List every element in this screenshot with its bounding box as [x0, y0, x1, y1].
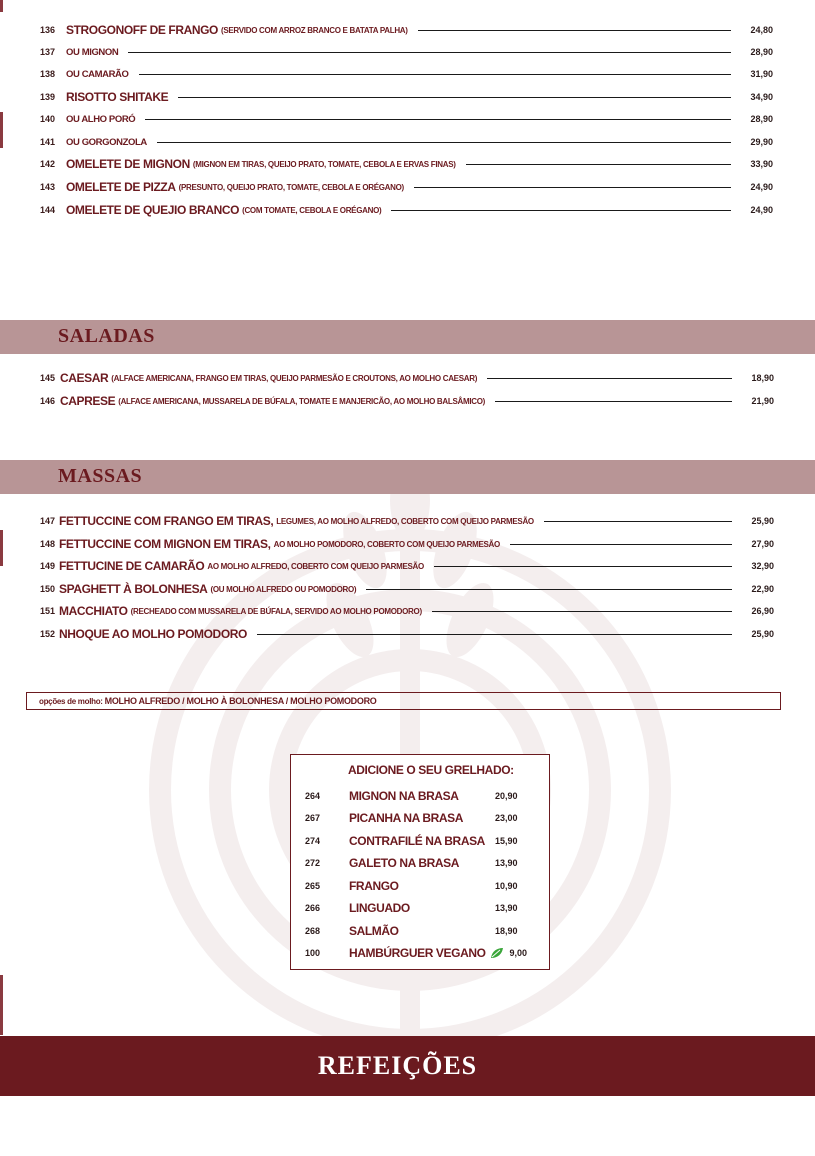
- item-name: FETTUCCINE COM MIGNON EM TIRAS,: [59, 537, 271, 551]
- dotted-leader: [366, 589, 732, 590]
- item-number: 148: [40, 539, 56, 549]
- menu-item: [40, 133, 773, 151]
- item-price: 26,90: [751, 606, 774, 616]
- item-name: SPAGHETT À BOLONHESA: [59, 582, 208, 596]
- menu-item: [40, 88, 773, 106]
- menu-item: [40, 201, 773, 219]
- item-price: 32,90: [751, 561, 774, 571]
- item-description: (SERVIDO COM ARROZ BRANCO E BATATA PALHA): [221, 25, 408, 35]
- item-name: OMELETE DE QUEJIO BRANCO: [66, 203, 240, 217]
- footer-title: REFEIÇÕES: [317, 1051, 478, 1080]
- item-number: 137: [40, 47, 56, 57]
- menu-item: [40, 21, 773, 39]
- item-name: CAPRESE: [60, 394, 116, 408]
- item-number: 149: [40, 561, 56, 571]
- item-price: 34,90: [750, 92, 773, 102]
- item-number: 274: [305, 836, 321, 846]
- item-name: GALETO NA BRASA: [349, 856, 460, 870]
- item-price: 24,90: [750, 205, 773, 215]
- item-price: 10,90: [495, 881, 518, 891]
- item-price: 15,90: [495, 836, 518, 846]
- item-number: 151: [40, 606, 56, 616]
- item-name: SALMÃO: [349, 924, 399, 938]
- item-number: 100: [305, 948, 321, 958]
- menu-item: [40, 369, 774, 387]
- item-name: HAMBÚRGUER VEGANO: [349, 946, 486, 960]
- item-price: 25,90: [751, 516, 774, 526]
- menu-item: [40, 580, 774, 598]
- item-price: 31,90: [750, 69, 773, 79]
- section-header-saladas: [0, 320, 815, 354]
- footer-banner: [0, 1036, 815, 1096]
- item-description: (ALFACE AMERICANA, FRANGO EM TIRAS, QUEIJO PARMESÃO E CROUTONS, AO MOLHO CAESAR): [111, 373, 478, 383]
- dotted-leader: [414, 187, 731, 188]
- item-name: NHOQUE AO MOLHO POMODORO: [59, 627, 247, 641]
- item-price: 24,90: [750, 182, 773, 192]
- item-number: 272: [305, 858, 321, 868]
- item-number: 267: [305, 813, 321, 823]
- item-description: (COM TOMATE, CEBOLA E ORÉGANO): [242, 205, 382, 215]
- dotted-leader: [391, 210, 731, 211]
- item-price: 27,90: [751, 539, 774, 549]
- dotted-leader: [178, 97, 731, 98]
- item-description: (OU MOLHO ALFREDO OU POMODORO): [210, 584, 357, 594]
- item-name: OU GORGONZOLA: [66, 136, 147, 148]
- item-price: 23,00: [495, 813, 518, 823]
- dotted-leader: [487, 378, 732, 379]
- dotted-leader: [466, 164, 731, 165]
- vegan-leaf-icon: [490, 947, 504, 959]
- item-name: RISOTTO SHITAKE: [66, 90, 169, 104]
- menu-item: [40, 178, 773, 196]
- item-price: 25,90: [751, 629, 774, 639]
- item-price: 20,90: [495, 791, 518, 801]
- item-price: 21,90: [751, 396, 774, 406]
- grill-addon-box: [290, 754, 550, 970]
- dotted-leader: [434, 566, 732, 567]
- item-price: 22,90: [751, 584, 774, 594]
- sauce-options-text: MOLHO ALFREDO / MOLHO À BOLONHESA / MOLHO POMODORO: [104, 696, 377, 706]
- menu-item: [40, 110, 773, 128]
- grill-item: [291, 898, 549, 918]
- section-title: SALADAS: [58, 325, 155, 347]
- item-number: 138: [40, 69, 56, 79]
- section-title: MASSAS: [58, 465, 143, 487]
- item-name: LINGUADO: [349, 901, 410, 915]
- item-name: FRANGO: [349, 879, 399, 893]
- menu-item: [40, 625, 774, 643]
- edge-mark: [0, 0, 3, 12]
- grill-addon-title: ADICIONE O SEU GRELHADO:: [348, 763, 514, 777]
- item-description: AO MOLHO ALFREDO, COBERTO COM QUEIJO PARMESÃO: [207, 561, 424, 571]
- grill-item: [291, 831, 549, 851]
- dotted-leader: [418, 30, 731, 31]
- grill-item: [291, 808, 549, 828]
- item-number: 266: [305, 903, 321, 913]
- item-description: (ALFACE AMERICANA, MUSSARELA DE BÚFALA, TOMATE E MANJERICÃO, AO MOLHO BALSÂMICO): [118, 396, 486, 406]
- dotted-leader: [495, 401, 732, 402]
- item-price: 33,90: [750, 159, 773, 169]
- item-price: 9,00: [509, 948, 528, 958]
- item-name: PICANHA NA BRASA: [349, 811, 464, 825]
- item-description: (MIGNON EM TIRAS, QUEIJO PRATO, TOMATE, CEBOLA E ERVAS FINAS): [192, 159, 456, 169]
- item-name: CAESAR: [60, 371, 109, 385]
- menu-item: [40, 65, 773, 83]
- item-number: 141: [40, 137, 56, 147]
- item-price: 28,90: [750, 47, 773, 57]
- item-name: CONTRAFILÉ NA BRASA: [349, 834, 485, 848]
- sauce-options-box: [26, 692, 781, 710]
- item-price: 29,90: [750, 137, 773, 147]
- item-name: OU MIGNON: [66, 46, 119, 58]
- item-number: 139: [40, 92, 56, 102]
- item-description: AO MOLHO POMODORO, COBERTO COM QUEIJO PARMESÃO: [273, 539, 500, 549]
- dotted-leader: [157, 142, 731, 143]
- item-description: LEGUMES, AO MOLHO ALFREDO, COBERTO COM QUEIJO PARMESÃO: [276, 516, 534, 526]
- item-price: 13,90: [495, 858, 518, 868]
- item-number: 150: [40, 584, 56, 594]
- item-name: OU ALHO PORÓ: [66, 113, 136, 125]
- item-price: 24,80: [750, 25, 773, 35]
- item-number: 152: [40, 629, 56, 639]
- item-name: FETTUCCINE COM FRANGO EM TIRAS,: [59, 514, 274, 528]
- item-number: 146: [40, 396, 56, 406]
- sauce-options-label: opções de molho:: [39, 696, 103, 706]
- menu-item: [40, 557, 774, 575]
- menu-item: [40, 392, 774, 410]
- item-number: 147: [40, 516, 56, 526]
- item-number: 264: [305, 791, 321, 801]
- item-name: OMELETE DE PIZZA: [66, 180, 176, 194]
- item-name: STROGONOFF DE FRANGO: [66, 23, 218, 37]
- item-description: (RECHEADO COM MUSSARELA DE BÚFALA, SERVIDO AO MOLHO POMODORO): [130, 606, 422, 616]
- item-name: MACCHIATO: [59, 604, 128, 618]
- menu-item: [40, 512, 774, 530]
- item-description: (PRESUNTO, QUEIJO PRATO, TOMATE, CEBOLA E ORÉGANO): [178, 182, 404, 192]
- edge-mark: [0, 112, 3, 148]
- menu-item: [40, 602, 774, 620]
- dotted-leader: [544, 521, 732, 522]
- item-price: 13,90: [495, 903, 518, 913]
- grill-item: [291, 921, 549, 941]
- item-number: 145: [40, 373, 56, 383]
- grill-item: [291, 943, 549, 963]
- item-number: 265: [305, 881, 321, 891]
- item-number: 142: [40, 159, 56, 169]
- item-number: 136: [40, 25, 56, 35]
- edge-mark: [0, 530, 3, 566]
- menu-item: [40, 535, 774, 553]
- dotted-leader: [128, 52, 731, 53]
- item-number: 140: [40, 114, 56, 124]
- section-header-massas: [0, 460, 815, 494]
- dotted-leader: [510, 544, 732, 545]
- menu-item: [40, 43, 773, 61]
- item-number: 143: [40, 182, 56, 192]
- item-name: OMELETE DE MIGNON: [66, 157, 190, 171]
- grill-item: [291, 876, 549, 896]
- item-name: MIGNON NA BRASA: [349, 789, 459, 803]
- dotted-leader: [257, 634, 732, 635]
- dotted-leader: [139, 74, 732, 75]
- item-number: 268: [305, 926, 321, 936]
- grill-item: [291, 786, 549, 806]
- item-number: 144: [40, 205, 56, 215]
- grill-item: [291, 853, 549, 873]
- dotted-leader: [432, 611, 732, 612]
- item-price: 28,90: [750, 114, 773, 124]
- dotted-leader: [145, 119, 731, 120]
- item-price: 18,90: [495, 926, 518, 936]
- item-name: OU CAMARÃO: [66, 68, 129, 80]
- menu-item: [40, 155, 773, 173]
- edge-mark: [0, 975, 3, 1035]
- item-name: FETTUCINE DE CAMARÃO: [59, 559, 205, 573]
- item-price: 18,90: [751, 373, 774, 383]
